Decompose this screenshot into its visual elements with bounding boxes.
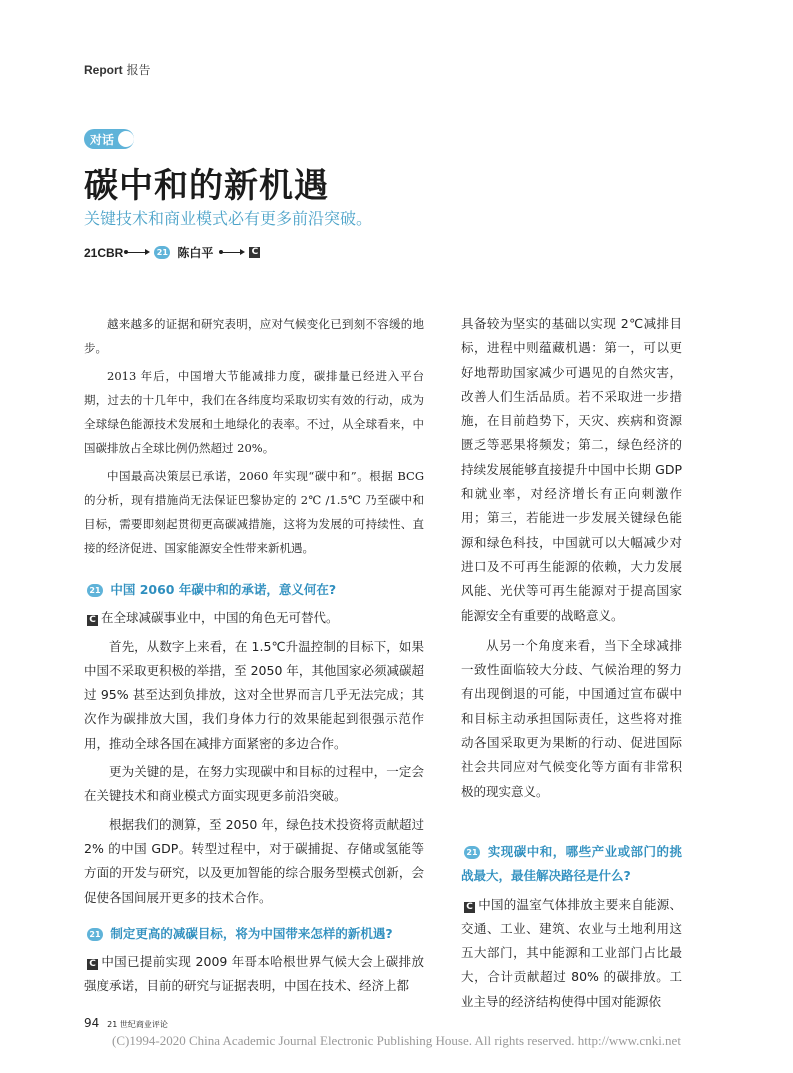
intro-paragraph: 越来越多的证据和研究表明，应对气候变化已到刻不容缓的地步。 xyxy=(84,317,424,355)
interviewee-c-icon: C xyxy=(87,959,98,970)
section-label-cn: 报告 xyxy=(126,63,151,77)
journal-name: 21 世纪商业评论 xyxy=(107,1020,168,1029)
answer-paragraph: 首先，从数字上来看，在 1.5℃升温控制的目标下，如果中国不采取更积极的举措，至 2050 年，其他国家必须减碳超过 95% 甚至达到负排放，这对全世界而言几乎无法完成；其次作为碳排放大国，我们身体力行的效果能起到很强示范作用，推动全球各国在减排方面紧密的多边合作。 xyxy=(84,638,424,751)
right-paragraph-2: 从另一个角度来看，当下全球减排一致性面临较大分歧、气候治理的努力有出现倒退的可能，中国通过宣布碳中和目标主动承担国际责任，这些将对推动各国采取更为果断的行动、促进国际社会共同应对气候变化等方面有非常积极的现实意义。 xyxy=(461,637,682,799)
question-3-text: 实现碳中和，哪些产业或部门的挑战最大，最佳解决路径是什么? xyxy=(461,843,682,884)
byline-author: 陈白平 xyxy=(177,246,214,260)
answer-1-lead: C 在全球减碳事业中，中国的角色无可替代。 xyxy=(84,606,424,630)
answer-paragraph: 更为关键的是，在努力实现碳中和目标的过程中，一定会在关键技术和商业模式方面实现更多前沿突破。 xyxy=(84,764,424,804)
question-2-text: 制定更高的减碳目标，将为中国带来怎样的新机遇? xyxy=(110,925,393,941)
byline xyxy=(84,244,263,261)
page-number: 94 xyxy=(84,1016,100,1030)
answer-paragraph: 根据我们的测算，至 2050 年，绿色技术投资将贡献超过 2% 的中国 GDP。转型过程中，对于碳捕捉、存储或氢能等方面的开发与研究，以及更加智能的综合服务型模式创新，会促使各国间展开更多的技术合作。 xyxy=(84,816,424,905)
interviewee-c-icon: C xyxy=(464,902,475,913)
running-header xyxy=(84,61,151,78)
interviewee-c-icon: C xyxy=(249,247,260,258)
tag-dot-icon xyxy=(118,131,134,147)
interviewer-21-icon: 21 xyxy=(87,928,103,941)
interviewer-21-icon: 21 xyxy=(154,246,170,259)
arrow-icon xyxy=(126,252,148,253)
byline-source: 21CBR xyxy=(84,245,124,260)
question-1 xyxy=(84,578,424,602)
interviewee-c-icon: C xyxy=(87,615,98,626)
right-paragraph-1: 具备较为坚实的基础以实现 2℃减排目标，进程中则蕴藏机遇：第一，可以更好地帮助国家减少可遇见的自然灾害，改善人们生活品质。若不采取进一步措施，在目前趋势下，天灾、疾病和资源匮乏等恶果将频发；第二，绿色经济的持续发展能够直接提升中国中长期 GDP 和就业率，对经济增长有正向刺激作用；第三，若能进一步发展关键绿色能源和绿色科技，中国就可以大幅减少对进口及不可再生能源的依赖，大力发展风能、光伏等可再生能源对于提高国家能源安全有重要的战略意义。 xyxy=(461,316,682,623)
page-footer xyxy=(84,1016,168,1030)
article-title: 碳中和的新机遇 xyxy=(84,166,329,206)
dialogue-tag xyxy=(84,129,136,149)
answer-2-lead: C 中国已提前实现 2009 年哥本哈根世界气候大会上碳排放强度承诺，目前的研究与证据表明，中国在技术、经济上都 xyxy=(84,954,424,994)
arrow-icon xyxy=(221,252,243,253)
copyright-notice: (C)1994-2020 China Academic Journal Electronic Publishing House. All rights reserved. http://www.cnki.net xyxy=(112,1033,681,1048)
question-2 xyxy=(84,922,424,946)
intro-paragraph: 中国最高决策层已承诺，2060 年实现“碳中和”。根据 BCG 的分析，现有措施尚无法保证巴黎协定的 2℃ /1.5℃ 乃至碳中和目标，需要即刻起贯彻更高碳减措施，这将为发展的可持续性、直接的经济促进、国家能源安全性带来新机遇。 xyxy=(84,469,424,555)
interviewer-21-icon: 21 xyxy=(464,846,480,859)
intro-paragraph: 2013 年后，中国增大节能减排力度，碳排量已经进入平台期，过去的十几年中，我们在各纬度均采取切实有效的行动，成为全球绿色能源技术发展和土地绿化的表率。不过，从全球看来，中国碳排放占全球比例仍然超过 20%。 xyxy=(84,369,424,455)
dialogue-tag-label: 对话 xyxy=(90,133,115,147)
right-column xyxy=(461,312,682,1018)
article-subtitle: 关键技术和商业模式必有更多前沿突破。 xyxy=(84,209,373,228)
interviewer-21-icon: 21 xyxy=(87,584,103,597)
question-3 xyxy=(461,840,682,889)
question-1-text: 中国 2060 年碳中和的承诺，意义何在? xyxy=(110,582,337,597)
left-column xyxy=(84,312,424,1003)
section-label: Report xyxy=(84,63,123,77)
intro-block xyxy=(84,312,424,560)
answer-3-lead: C 中国的温室气体排放主要来自能源、交通、工业、建筑、农业与土地利用这五大部门，其中能源和工业部门占比最大，合计贡献超过 80% 的碳排放。工业主导的经济结构使得中国对能源依 xyxy=(461,896,682,1009)
